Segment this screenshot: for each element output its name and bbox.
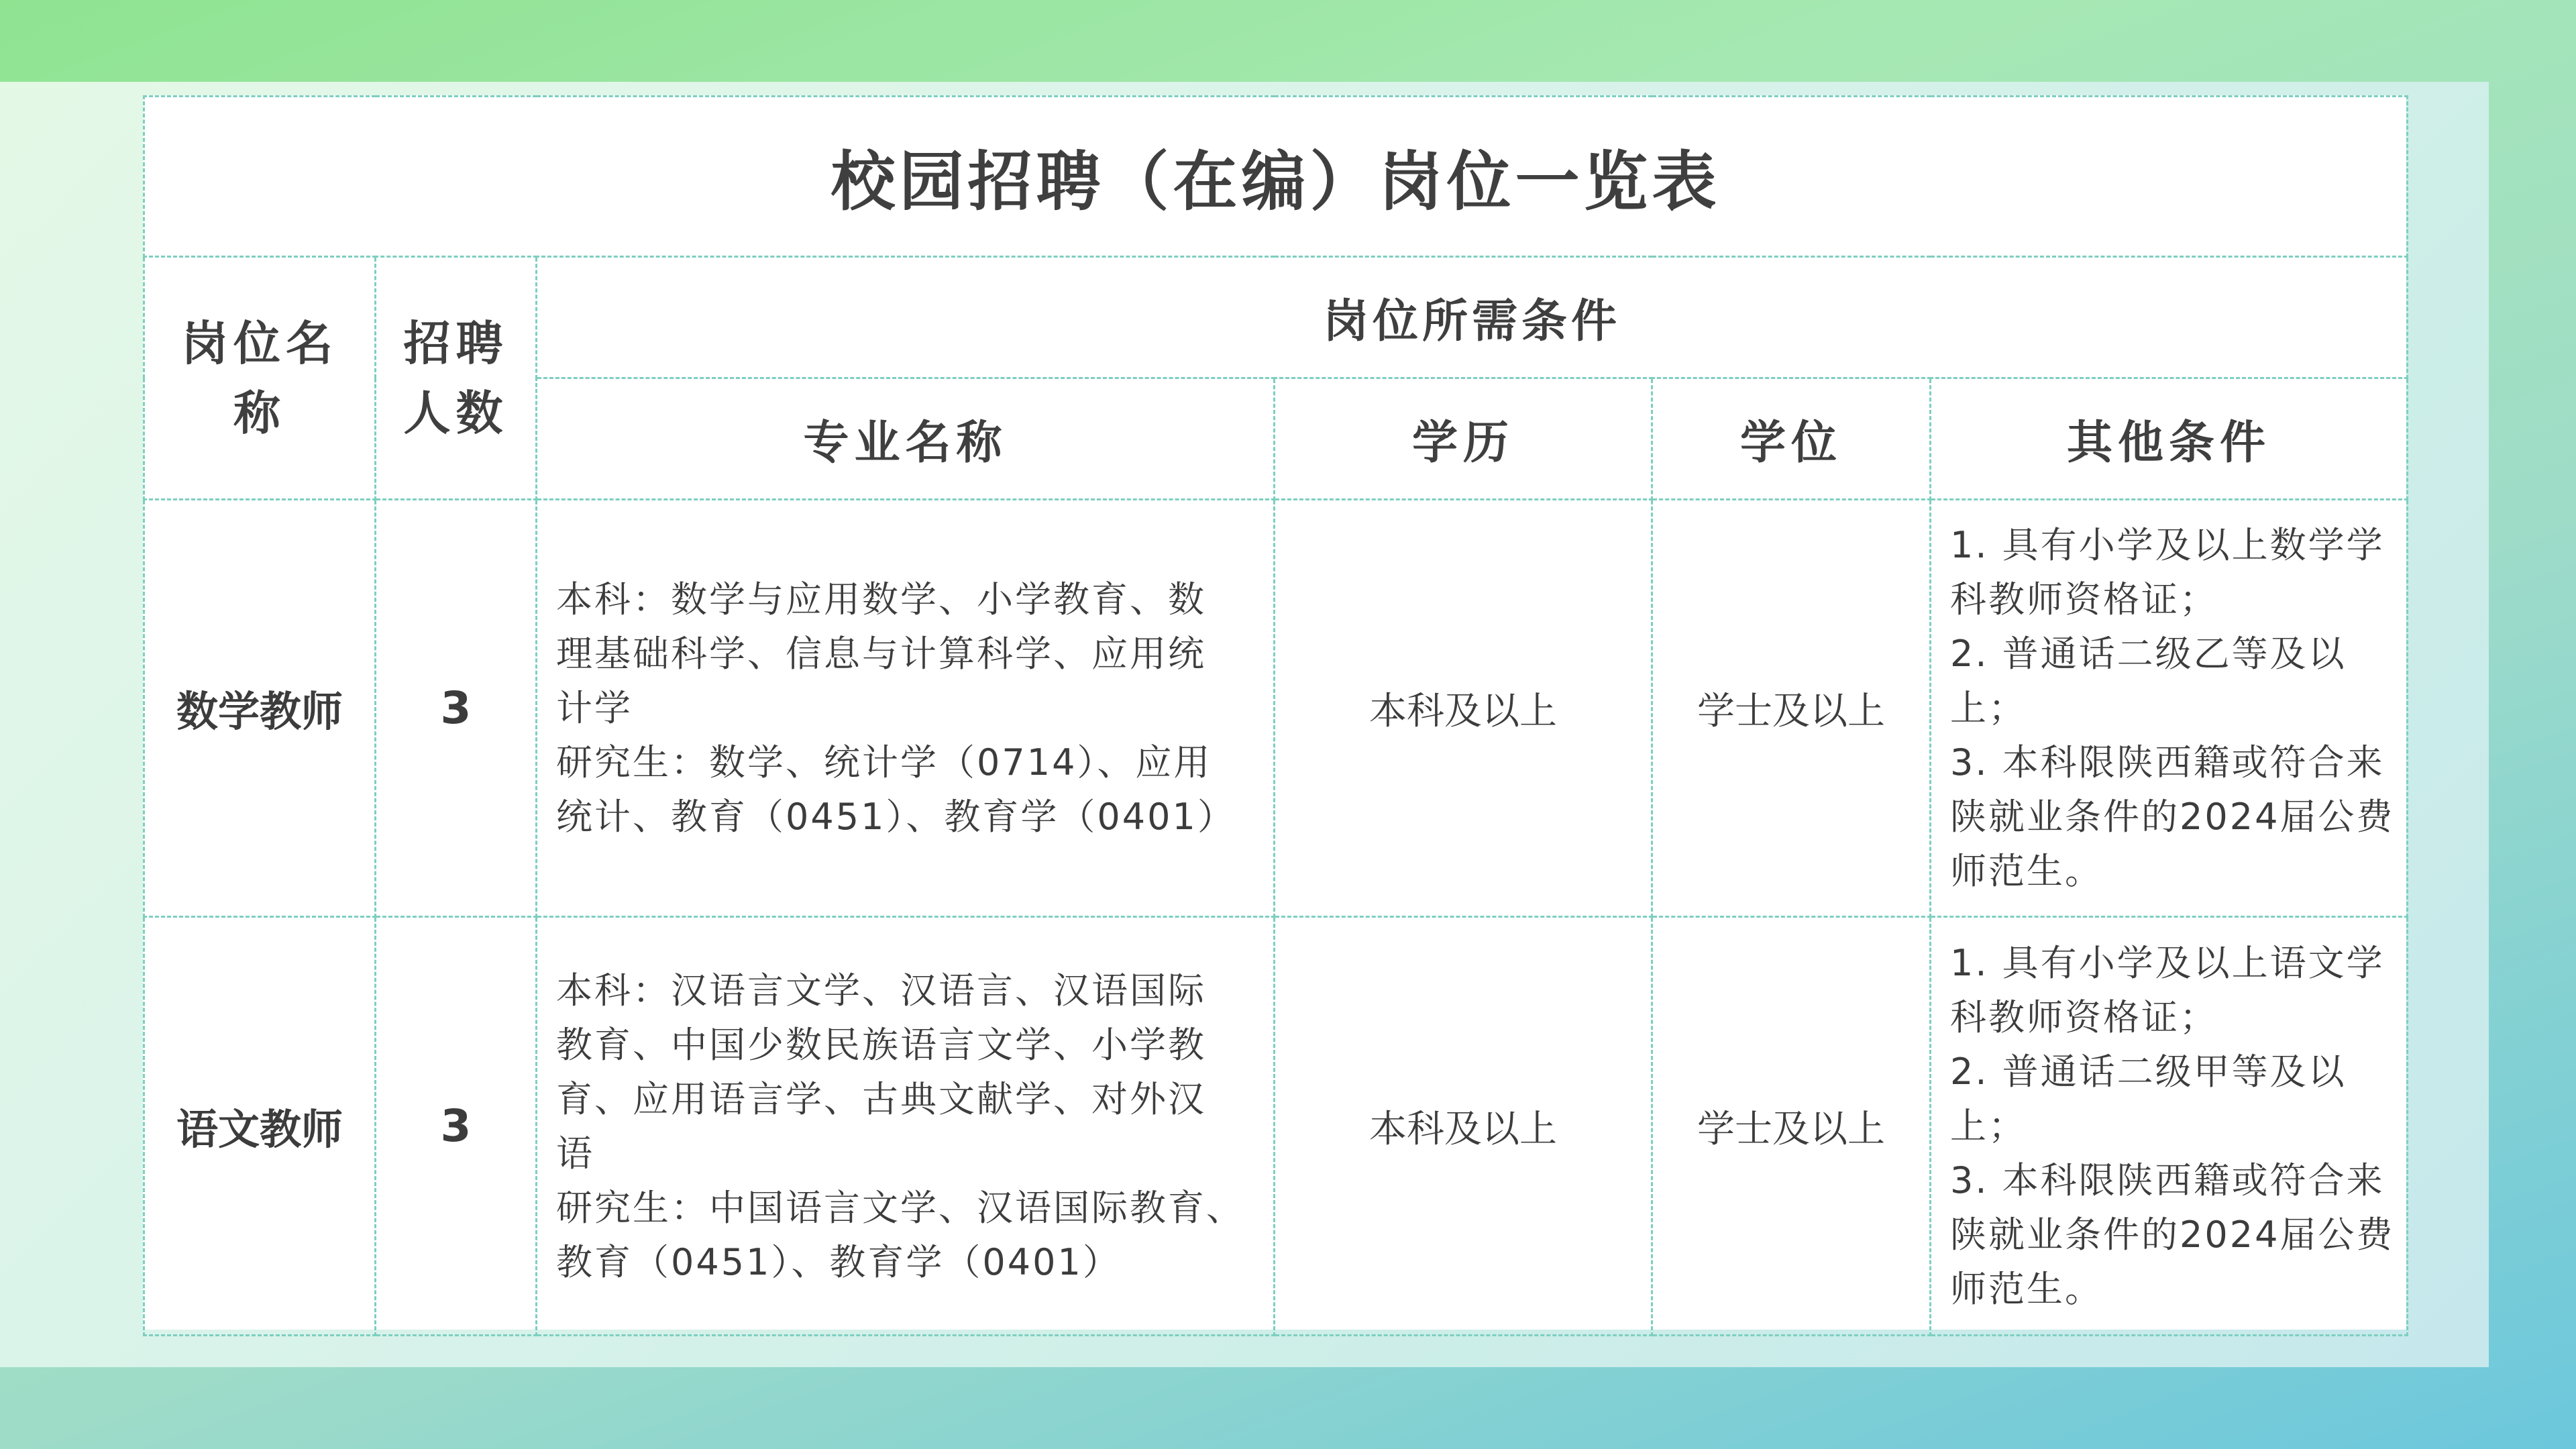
position-name: 数学教师 [144, 500, 376, 917]
header-major: 专业名称 [537, 378, 1275, 500]
table-row [144, 500, 2408, 917]
position-name: 语文教师 [144, 917, 376, 1336]
header-requirements-group: 岗位所需条件 [537, 257, 2408, 378]
hire-count: 3 [376, 500, 537, 917]
other-requirements: 1. 具有小学及以上语文学 科教师资格证； 2. 普通话二级甲等及以上； 3. 本科限陕西籍或符合来 陕就业条件的2024届公费 师范生。 [1931, 917, 2408, 1336]
header-education: 学历 [1275, 378, 1652, 500]
hire-count: 3 [376, 917, 537, 1336]
degree-requirement: 学士及以上 [1652, 917, 1931, 1336]
education-requirement: 本科及以上 [1275, 917, 1652, 1336]
table-title: 校园招聘（在编）岗位一览表 [144, 97, 2408, 257]
other-requirements: 1. 具有小学及以上数学学 科教师资格证； 2. 普通话二级乙等及以上； 3. 本科限陕西籍或符合来 陕就业条件的2024届公费 师范生。 [1931, 500, 2408, 917]
header-other: 其他条件 [1931, 378, 2408, 500]
major-requirements: 本科：汉语言文学、汉语言、汉语国际 教育、中国少数民族语言文学、小学教 育、应用语言学、古典文献学、对外汉 语 研究生：中国语言文学、汉语国际教育、 教育（0451）、教育学（0401） [537, 917, 1275, 1336]
degree-requirement: 学士及以上 [1652, 500, 1931, 917]
major-requirements: 本科：数学与应用数学、小学教育、数 理基础科学、信息与计算科学、应用统 计学 研究生：数学、统计学（0714）、应用 统计、教育（0451）、教育学（0401） [537, 500, 1275, 917]
header-position-name: 岗位名 称 [144, 257, 376, 500]
recruitment-table [143, 95, 2408, 1336]
table-row [144, 917, 2408, 1336]
header-degree: 学位 [1652, 378, 1931, 500]
education-requirement: 本科及以上 [1275, 500, 1652, 917]
header-hire-count: 招聘 人数 [376, 257, 537, 500]
